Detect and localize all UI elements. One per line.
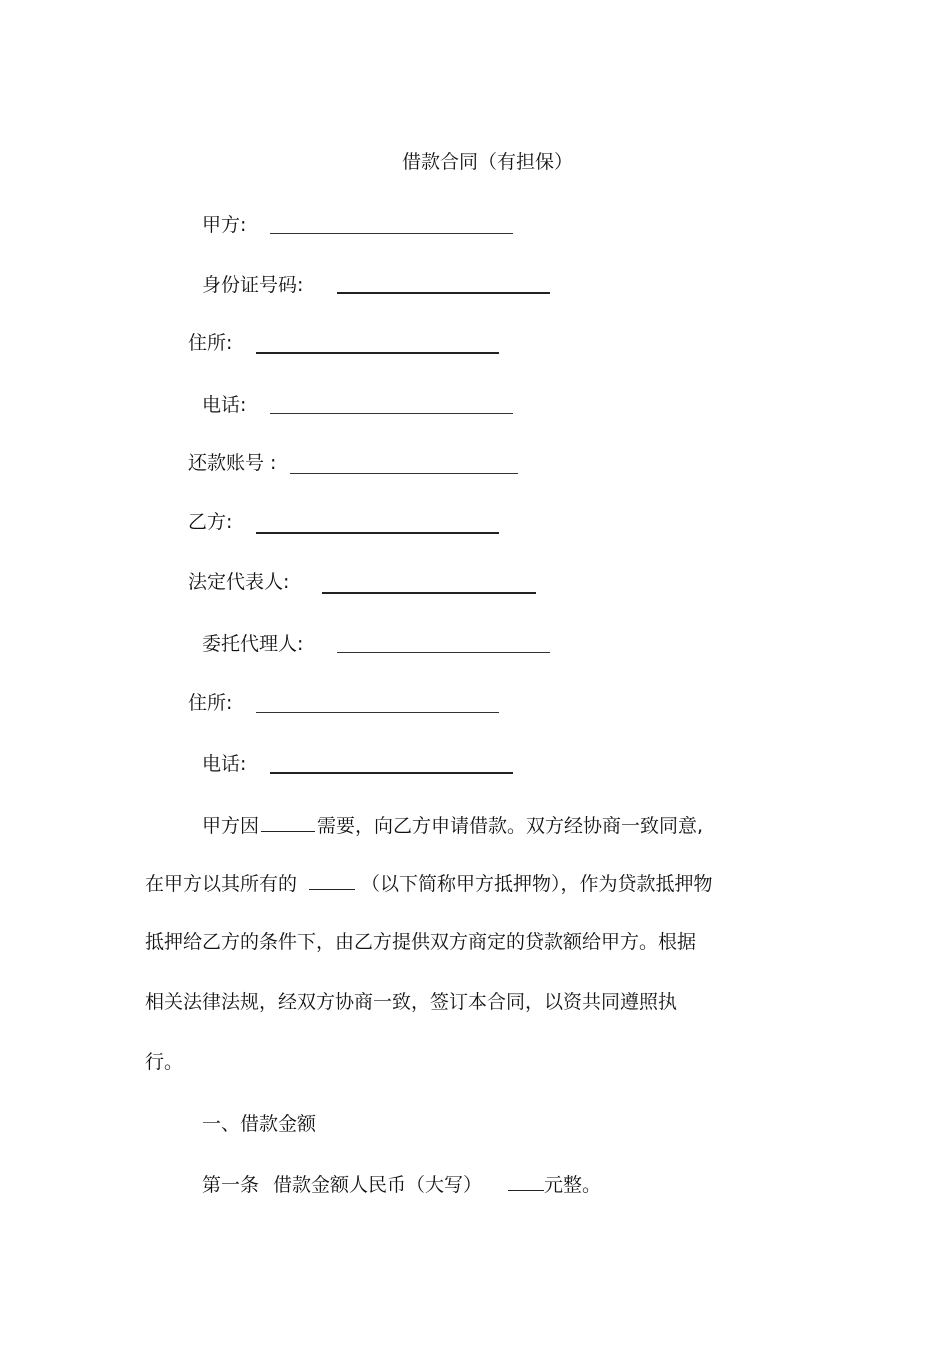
clause-1-end: 元整。: [544, 1174, 602, 1196]
body-line-2: [145, 871, 713, 896]
agent-blank[interactable]: [337, 652, 550, 653]
purpose-blank[interactable]: [261, 813, 315, 832]
body-line-1-start: 甲方因: [202, 815, 260, 837]
legal-rep-blank[interactable]: [322, 592, 536, 594]
collateral-blank[interactable]: [309, 871, 355, 890]
body-line-3: 抵押给乙方的条件下，由乙方提供双方商定的贷款额给甲方。根据: [145, 931, 697, 953]
body-line-2-start: 在甲方以其所有的: [145, 873, 298, 895]
body-line-5: 行。: [145, 1051, 184, 1073]
address-a-label: 住所:: [188, 332, 233, 354]
phone-a-blank[interactable]: [270, 413, 513, 414]
address-b-blank[interactable]: [256, 712, 499, 713]
address-a-blank[interactable]: [256, 352, 499, 354]
phone-b-label: 电话:: [202, 753, 247, 775]
repay-account-label: 还款账号 :: [188, 452, 277, 474]
body-line-2-end: （以下简称甲方抵押物），作为贷款抵押物: [361, 873, 713, 895]
body-line-1-end: 需要，向乙方申请借款。双方经协商一致同意,: [317, 815, 704, 837]
section-1-heading: 一、借款金额: [202, 1113, 317, 1135]
phone-a-label: 电话:: [202, 394, 247, 416]
legal-rep-label: 法定代表人:: [188, 571, 290, 593]
address-b-label: 住所:: [188, 692, 233, 714]
clause-1-text: 借款金额人民币（大写）: [273, 1174, 483, 1196]
party-b-blank[interactable]: [256, 532, 499, 534]
body-line-4: 相关法律法规，经双方协商一致，签订本合同，以资共同遵照执: [145, 991, 678, 1013]
clause-1-label: 第一条: [202, 1174, 260, 1196]
phone-b-blank[interactable]: [270, 772, 513, 774]
party-b-label: 乙方:: [188, 511, 233, 533]
document-title: 借款合同（有担保）: [402, 151, 574, 173]
party-a-label: 甲方:: [202, 214, 247, 236]
party-a-blank[interactable]: [270, 233, 513, 234]
id-number-blank[interactable]: [337, 292, 550, 294]
clause-1: [202, 1172, 601, 1197]
body-line-1: [202, 813, 703, 838]
amount-blank[interactable]: [508, 1172, 544, 1191]
repay-account-blank[interactable]: [290, 473, 518, 474]
id-number-label: 身份证号码:: [202, 274, 304, 296]
agent-label: 委托代理人:: [202, 633, 304, 655]
